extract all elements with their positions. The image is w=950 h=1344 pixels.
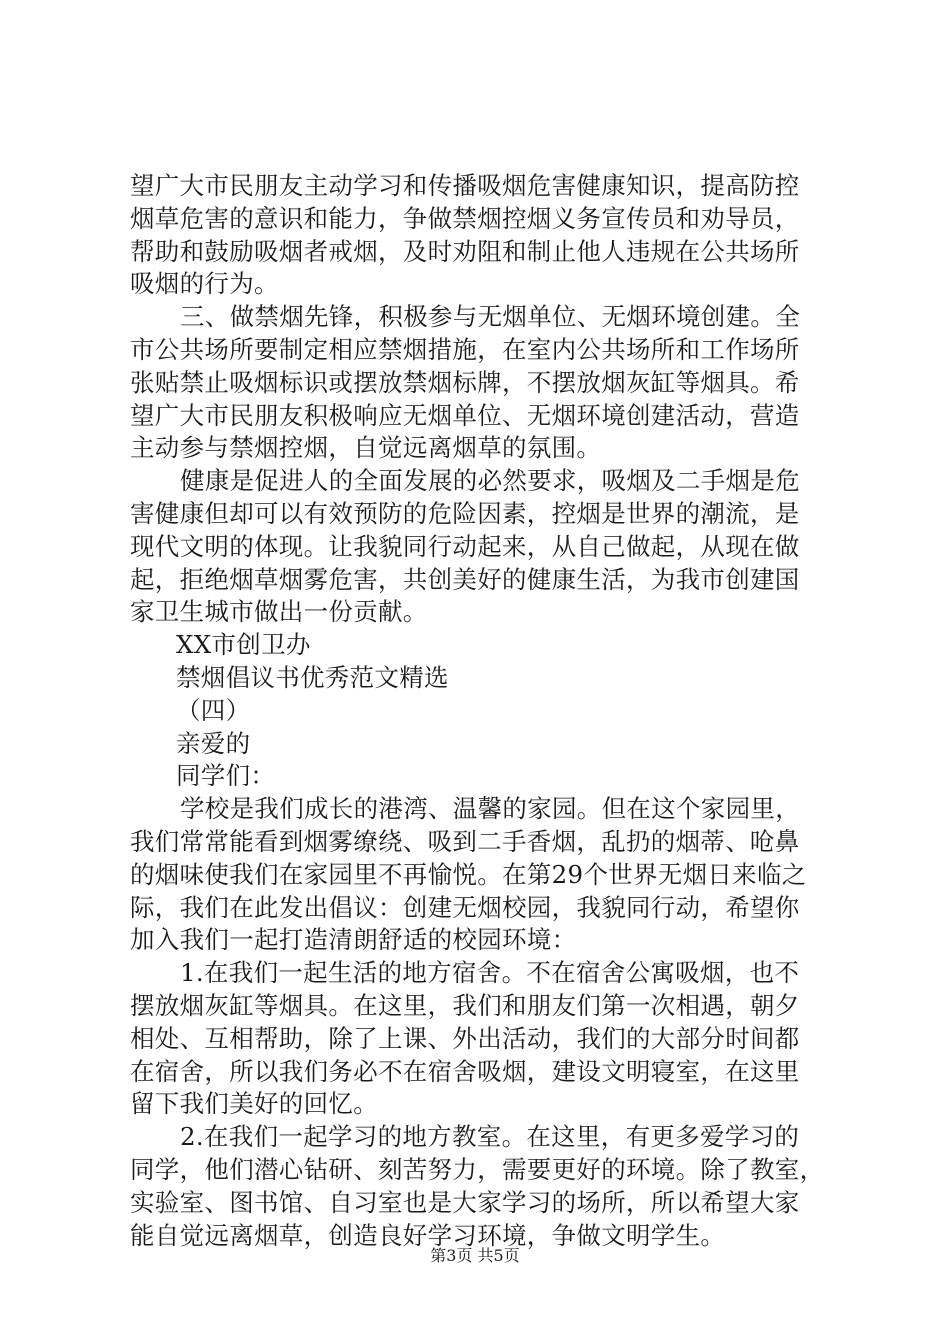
text-line: 现代文明的体现。让我貌同行动起来，从自己做起，从现在做 (130, 531, 800, 561)
page-footer: 第3页 共5页 (430, 1246, 520, 1265)
text-line: 在宿舍，所以我们务必不在宿舍吸烟，建设文明寝室，在这里 (130, 1056, 800, 1086)
text-line: 我们常常能看到烟雾缭绕、吸到二手香烟，乱扔的烟蒂、呛鼻 (130, 826, 800, 856)
text-line: 的烟味使我们在家园里不再愉悦。在第29个世界无烟日来临之 (130, 859, 807, 889)
text-line: 望广大市民朋友积极响应无烟单位、无烟环境创建活动，营造 (130, 400, 800, 430)
text-line: 望广大市民朋友主动学习和传播吸烟危害健康知识，提高防控 (130, 171, 800, 200)
text-line: 亲爱的 (176, 728, 251, 758)
text-line: 市公共场所要制定相应禁烟措施，在室内公共场所和工作场所 (130, 334, 800, 364)
text-line: 实验室、图书馆、自习室也是大家学习的场所，所以希望大家 (130, 1187, 800, 1217)
text-line: 害健康但却可以有效预防的危险因素，控烟是世界的潮流，是 (130, 498, 800, 528)
text-line: 同学，他们潜心钻研、刻苦努力，需要更好的环境。除了教室， (130, 1154, 825, 1184)
text-line: 家卫生城市做出一份贡献。 (130, 597, 428, 627)
text-line: 留下我们美好的回忆。 (130, 1089, 378, 1119)
text-line: 吸烟的行为。 (130, 269, 279, 299)
text-line: 1.在我们一起生活的地方宿舍。不在宿舍公寓吸烟，也不 (180, 958, 800, 988)
text-line: 际，我们在此发出倡议：创建无烟校园，我貌同行动，希望你 (130, 892, 800, 922)
text-line: 禁烟倡议书优秀范文精选 (176, 662, 449, 692)
document-body (130, 170, 835, 1252)
text-line: 加入我们一起打造清朗舒适的校园环境： (130, 925, 577, 955)
text-line: 烟草危害的意识和能力，争做禁烟控烟义务宣传员和劝导员， (130, 203, 800, 233)
text-line: 帮助和鼓励吸烟者戒烟，及时劝阻和制止他人违规在公共场所 (130, 236, 800, 266)
text-line: 相处、互相帮助，除了上课、外出活动，我们的大部分时间都 (130, 1023, 800, 1053)
text-line: 张贴禁止吸烟标识或摆放禁烟标牌，不摆放烟灰缸等烟具。希 (130, 367, 800, 397)
text-line: 摆放烟灰缸等烟具。在这里，我们和朋友们第一次相遇，朝夕 (130, 990, 800, 1020)
text-line: 起，拒绝烟草烟雾危害，共创美好的健康生活，为我市创建国 (130, 564, 800, 594)
text-line: 健康是促进人的全面发展的必然要求，吸烟及二手烟是危 (180, 466, 800, 496)
text-line: 2.在我们一起学习的地方教室。在这里，有更多爱学习的 (180, 1122, 800, 1152)
text-line: 同学们： (176, 761, 276, 791)
text-line: 主动参与禁烟控烟，自觉远离烟草的氛围。 (130, 433, 602, 463)
text-line: 三、做禁烟先锋，积极参与无烟单位、无烟环境创建。全 (180, 302, 800, 332)
text-line: （四） (176, 695, 251, 725)
text-line: 能自觉远离烟草，创造良好学习环境，争做文明学生。 (130, 1220, 726, 1250)
text-line: XX市创卫办 (176, 630, 311, 660)
text-line: 学校是我们成长的港湾、温馨的家园。但在这个家园里， (180, 794, 800, 824)
